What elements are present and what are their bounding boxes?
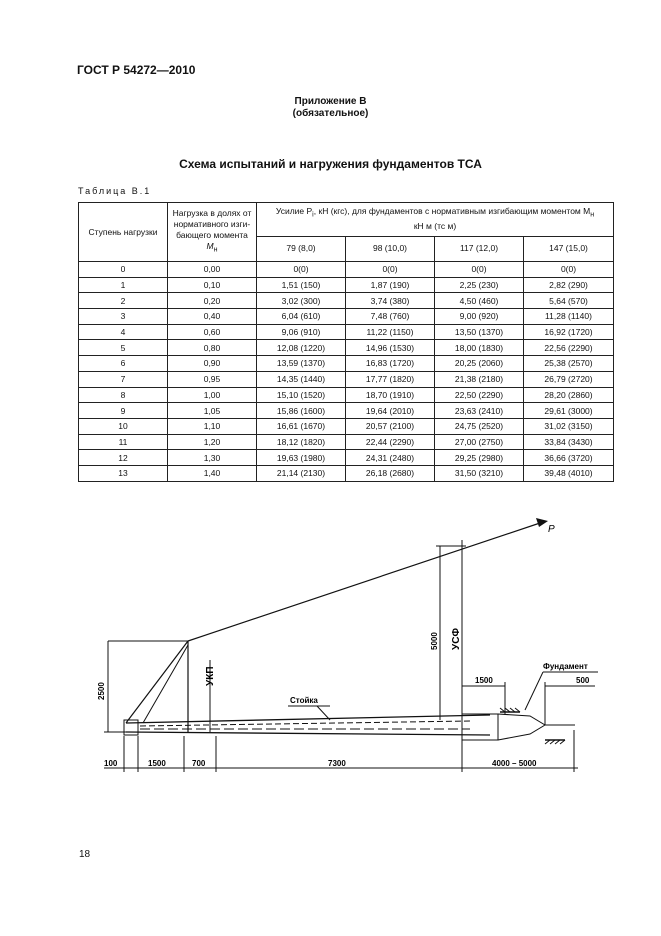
table-row xyxy=(79,450,614,466)
force-line-1b: , кН (кгс), для фундаментов с нормативным изгибающим моментом M xyxy=(313,206,591,217)
table-cell: 16,83 (1720) xyxy=(346,356,435,372)
table-cell: 10 xyxy=(79,418,168,434)
table-cell: 24,75 (2520) xyxy=(435,418,524,434)
table-cell: 13,50 (1370) xyxy=(435,324,524,340)
table-cell: 7,48 (760) xyxy=(346,309,435,325)
table-cell: 6,04 (610) xyxy=(257,309,346,325)
table-cell: 22,56 (2290) xyxy=(524,340,614,356)
table-row xyxy=(79,309,614,325)
table-cell: 13,59 (1370) xyxy=(257,356,346,372)
table-cell: 21,38 (2180) xyxy=(435,371,524,387)
table-cell: 9 xyxy=(79,403,168,419)
dim-1500: 1500 xyxy=(148,759,166,768)
force-line-2: кН м (тс м) xyxy=(413,221,457,232)
force-label: P xyxy=(548,524,555,535)
table-cell: 25,38 (2570) xyxy=(524,356,614,372)
table-cell: 15,10 (1520) xyxy=(257,387,346,403)
table-cell: 0(0) xyxy=(435,262,524,278)
table-cell: 5 xyxy=(79,340,168,356)
table-row xyxy=(79,277,614,293)
table-cell: 9,00 (920) xyxy=(435,309,524,325)
table-cell: 27,00 (2750) xyxy=(435,434,524,450)
load-sub: н xyxy=(213,245,218,254)
table-cell: 6 xyxy=(79,356,168,372)
usf-label: УСФ xyxy=(451,628,462,650)
table-cell: 2,25 (230) xyxy=(435,277,524,293)
load-line-1: Нагрузка в долях от xyxy=(172,208,252,219)
load-line-2: нормативного изги- xyxy=(173,219,251,230)
appendix-title: Приложение В xyxy=(294,96,367,107)
dim-7300: 7300 xyxy=(328,759,346,768)
table-row xyxy=(79,418,614,434)
appendix-status: (обязательное) xyxy=(292,108,369,119)
table-cell: 0(0) xyxy=(524,262,614,278)
table-cell: 12 xyxy=(79,450,168,466)
table-cell: 33,84 (3430) xyxy=(524,434,614,450)
table-cell: 24,31 (2480) xyxy=(346,450,435,466)
moment-header: 147 (15,0) xyxy=(524,236,614,261)
force-sub-i: i xyxy=(312,211,314,220)
table-row xyxy=(79,371,614,387)
test-scheme-diagram xyxy=(0,510,661,780)
table-cell: 0(0) xyxy=(257,262,346,278)
table-cell: 20,25 (2060) xyxy=(435,356,524,372)
dim-700: 700 xyxy=(192,759,206,768)
table-cell: 5,64 (570) xyxy=(524,293,614,309)
diagram-lines xyxy=(104,518,598,772)
table-cell: 14,96 (1530) xyxy=(346,340,435,356)
table-cell: 22,50 (2290) xyxy=(435,387,524,403)
table-cell: 13 xyxy=(79,465,168,481)
foundation-label: Фундамент xyxy=(543,662,588,671)
table-cell: 1,05 xyxy=(168,403,257,419)
table-row xyxy=(79,340,614,356)
table-cell: 1,51 (150) xyxy=(257,277,346,293)
dim-1500-top: 1500 xyxy=(475,676,493,685)
table-row xyxy=(79,434,614,450)
ukp-label: УКП xyxy=(205,666,216,686)
table-cell: 29,61 (3000) xyxy=(524,403,614,419)
table-cell: 1,00 xyxy=(168,387,257,403)
dim-height-left: 2500 xyxy=(97,682,106,700)
section-title: Схема испытаний и нагружения фундаментов ТСА xyxy=(179,157,482,171)
moment-header: 79 (8,0) xyxy=(257,236,346,261)
table-cell: 4,50 (460) xyxy=(435,293,524,309)
table-cell: 3 xyxy=(79,309,168,325)
table-cell: 0,90 xyxy=(168,356,257,372)
force-arrow xyxy=(536,518,548,527)
table-cell: 18,70 (1910) xyxy=(346,387,435,403)
table-row xyxy=(79,324,614,340)
header-force xyxy=(257,203,614,237)
force-line-1a: Усилие P xyxy=(275,206,313,217)
table-cell: 1,30 xyxy=(168,450,257,466)
table-cell: 19,64 (2010) xyxy=(346,403,435,419)
table-cell: 2,82 (290) xyxy=(524,277,614,293)
table-cell: 4 xyxy=(79,324,168,340)
table-cell: 3,02 (300) xyxy=(257,293,346,309)
table-cell: 26,18 (2680) xyxy=(346,465,435,481)
table-cell: 2 xyxy=(79,293,168,309)
table-cell: 0,00 xyxy=(168,262,257,278)
table-body xyxy=(79,262,614,482)
table-cell: 0,80 xyxy=(168,340,257,356)
table-cell: 15,86 (1600) xyxy=(257,403,346,419)
load-table xyxy=(78,202,614,482)
header-stage: Ступень нагрузки xyxy=(79,203,168,262)
table-cell: 19,63 (1980) xyxy=(257,450,346,466)
table-cell: 26,79 (2720) xyxy=(524,371,614,387)
page-number: 18 xyxy=(79,849,91,860)
table-cell: 18,00 (1830) xyxy=(435,340,524,356)
table-cell: 11,28 (1140) xyxy=(524,309,614,325)
table-cell: 14,35 (1440) xyxy=(257,371,346,387)
table-cell: 16,61 (1670) xyxy=(257,418,346,434)
force-sub-n: н xyxy=(590,211,595,220)
table-row xyxy=(79,293,614,309)
table-cell: 29,25 (2980) xyxy=(435,450,524,466)
table-cell: 9,06 (910) xyxy=(257,324,346,340)
moment-header: 117 (12,0) xyxy=(435,236,524,261)
table-cell: 21,14 (2130) xyxy=(257,465,346,481)
table-cell: 18,12 (1820) xyxy=(257,434,346,450)
document-code: ГОСТ Р 54272—2010 xyxy=(77,63,196,77)
table-cell: 22,44 (2290) xyxy=(346,434,435,450)
table-row xyxy=(79,465,614,481)
header-load-fraction xyxy=(168,203,257,262)
table-cell: 1,20 xyxy=(168,434,257,450)
table-cell: 7 xyxy=(79,371,168,387)
table-cell: 39,48 (4010) xyxy=(524,465,614,481)
table-cell: 1 xyxy=(79,277,168,293)
post-label: Стойка xyxy=(290,696,318,705)
table-cell: 17,77 (1820) xyxy=(346,371,435,387)
table-cell: 1,10 xyxy=(168,418,257,434)
table-cell: 1,87 (190) xyxy=(346,277,435,293)
table-cell: 1,40 xyxy=(168,465,257,481)
table-cell: 20,57 (2100) xyxy=(346,418,435,434)
table-row xyxy=(79,356,614,372)
table-cell: 0,40 xyxy=(168,309,257,325)
dim-range: 4000 – 5000 xyxy=(492,759,537,768)
table-cell: 31,50 (3210) xyxy=(435,465,524,481)
table-cell: 0,20 xyxy=(168,293,257,309)
table-cell: 3,74 (380) xyxy=(346,293,435,309)
dim-500: 500 xyxy=(576,676,590,685)
table-row xyxy=(79,262,614,278)
table-cell: 0(0) xyxy=(346,262,435,278)
table-cell: 31,02 (3150) xyxy=(524,418,614,434)
table-cell: 0,60 xyxy=(168,324,257,340)
table-cell: 12,08 (1220) xyxy=(257,340,346,356)
table-row xyxy=(79,387,614,403)
table-cell: 0 xyxy=(79,262,168,278)
table-cell: 23,63 (2410) xyxy=(435,403,524,419)
table-cell: 11,22 (1150) xyxy=(346,324,435,340)
table-label: Таблица В.1 xyxy=(78,186,152,196)
table-cell: 16,92 (1720) xyxy=(524,324,614,340)
load-line-4: M xyxy=(206,241,214,252)
table-cell: 28,20 (2860) xyxy=(524,387,614,403)
table-cell: 11 xyxy=(79,434,168,450)
table-cell: 36,66 (3720) xyxy=(524,450,614,466)
dim-100: 100 xyxy=(104,759,118,768)
dim-height-right: 5000 xyxy=(430,632,439,650)
table-cell: 0,10 xyxy=(168,277,257,293)
appendix-heading xyxy=(0,96,661,120)
moment-header: 98 (10,0) xyxy=(346,236,435,261)
table-cell: 8 xyxy=(79,387,168,403)
load-line-3: бающего момента xyxy=(176,230,248,241)
table-row xyxy=(79,403,614,419)
table-cell: 0,95 xyxy=(168,371,257,387)
